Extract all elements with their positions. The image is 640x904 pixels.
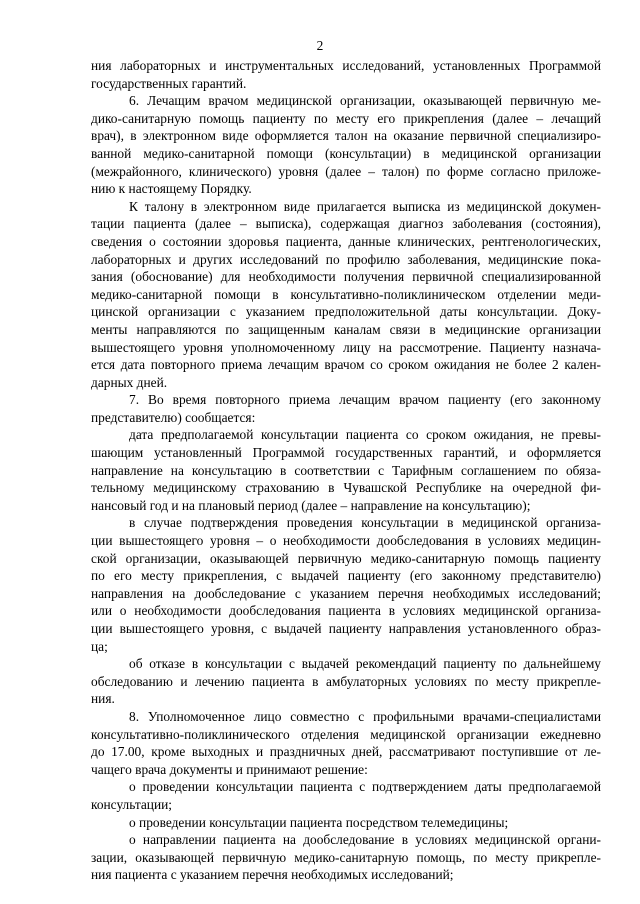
text-line: обследованию и лечению пациента в амбулаторных условиях по месту прикрепле- bbox=[91, 673, 601, 689]
text-line: консультативно-поликлинического отделения медицинской организации ежедневно bbox=[91, 726, 601, 742]
text-line: медико-санитарной помощи в консультативно-поликлиническом отделении меди- bbox=[91, 286, 601, 302]
text-line: дико-санитарную помощь пациенту по месту его прикрепления (далее – лечащий bbox=[91, 110, 601, 126]
text-line: ции вышестоящего уровня – о необходимости дообследования в условиях медицин- bbox=[91, 533, 601, 549]
text-line: нансовый год и на плановый период (далее – направление на консультацию); bbox=[91, 497, 531, 513]
text-line: дата предполагаемой консультации пациента со сроком ожидания, не превы- bbox=[129, 427, 601, 443]
text-line: по его месту прикрепления, с выдачей пациенту (его законному представителю) bbox=[91, 568, 601, 584]
text-line: ния лабораторных и инструментальных исследований, установленных Программой bbox=[91, 58, 601, 73]
text-line: направления на дообследование с указанием перечня необходимых исследований; bbox=[91, 585, 601, 601]
text-line: ции вышестоящего уровня, с выдачей пациенту направления установленного образ- bbox=[91, 621, 601, 636]
text-line: тации пациента (далее – выписка), содержащая диагноз заболевания (состояния), bbox=[91, 216, 601, 232]
text-line: менты направляются по защищенным каналам связи в медицинские организации bbox=[91, 321, 601, 337]
text-line: ния. bbox=[91, 691, 115, 707]
text-line: нию к настоящему Порядку. bbox=[91, 181, 252, 197]
text-line: или о необходимости дообследования пациента в условиях медицинской организа- bbox=[91, 603, 601, 619]
text-line: зации, оказывающей первичную медико-санитарную помощь, по месту прикрепле- bbox=[91, 849, 601, 865]
text-line: представителю) сообщается: bbox=[91, 409, 256, 425]
text-line: тельному медицинскому страхованию в Чувашской Республике на очередной фи- bbox=[91, 480, 601, 496]
text-line: о проведении консультации пациента посредством телемедицины; bbox=[129, 814, 509, 830]
text-line: до 17.00, кроме выходных и праздничных дней, рассматривают поступившие от ле- bbox=[91, 744, 601, 760]
text-line: зания (обоснование) для необходимости получения первичной специализированной bbox=[91, 269, 601, 285]
page-number: 2 bbox=[316, 38, 324, 53]
text-line: сведения о состоянии здоровья пациента, данные клинических, рентгенологических, bbox=[91, 233, 601, 249]
text-line: о направлении пациента на дообследование в условиях медицинской органи- bbox=[129, 832, 601, 848]
text-line: чащего врача документы и принимают решение: bbox=[91, 761, 368, 777]
text-line: консультации; bbox=[91, 796, 173, 812]
text-line: ется дата повторного приема лечащим врачом со сроком ожидания не более 2 кален- bbox=[91, 357, 601, 373]
text-line: К талону в электронном виде прилагается выписка из медицинской докумен- bbox=[129, 198, 601, 214]
text-line: (межрайонного, клинического) уровня (далее – талон) по форме согласно приложе- bbox=[91, 163, 601, 179]
text-line: шающим установленный Программой государственных гарантий, и оформляется bbox=[91, 445, 601, 461]
text-line: об отказе в консультации с выдачей рекомендаций пациенту по дальнейшему bbox=[129, 656, 601, 672]
text-line: ской организации, оказывающей первичную медико-санитарную помощь пациенту bbox=[91, 550, 601, 566]
text-line: государственных гарантий. bbox=[91, 75, 247, 91]
text-line: цинской организации с указанием предположительной даты консультации. Доку- bbox=[91, 304, 601, 320]
text-line: 7. Во время повторного приема лечащим врачом пациенту (его законному bbox=[129, 392, 601, 408]
text-line: ца; bbox=[91, 638, 108, 654]
text-line: 6. Лечащим врачом медицинской организации, оказывающей первичную ме- bbox=[129, 93, 601, 109]
text-line: врач), в электронном виде оформляется талон на оказание первичной специализиро- bbox=[91, 128, 601, 144]
text-line: о проведении консультации пациента с подтверждением даты предполагаемой bbox=[129, 779, 601, 795]
text-line: 8. Уполномоченное лицо совместно с профильными врачами-специалистами bbox=[129, 708, 601, 724]
document-body bbox=[91, 57, 601, 884]
text-line: вышестоящего уровня уполномоченному лицу на рассмотрение. Пациенту назнача- bbox=[91, 339, 601, 355]
text-line: направление на консультацию в соответствии с Тарифным соглашением по обяза- bbox=[91, 462, 601, 478]
text-line: в случае подтверждения проведения консультации в медицинской организа- bbox=[129, 515, 601, 531]
text-line: ванной медико-санитарной помощи (консультации) в медицинской организации bbox=[91, 145, 601, 161]
text-line: лабораторных и других исследований по профилю заболевания, медицинские пока- bbox=[91, 251, 601, 267]
text-line: ния пациента с указанием перечня необходимых исследований; bbox=[91, 867, 454, 883]
text-line: дарных дней. bbox=[91, 374, 168, 390]
